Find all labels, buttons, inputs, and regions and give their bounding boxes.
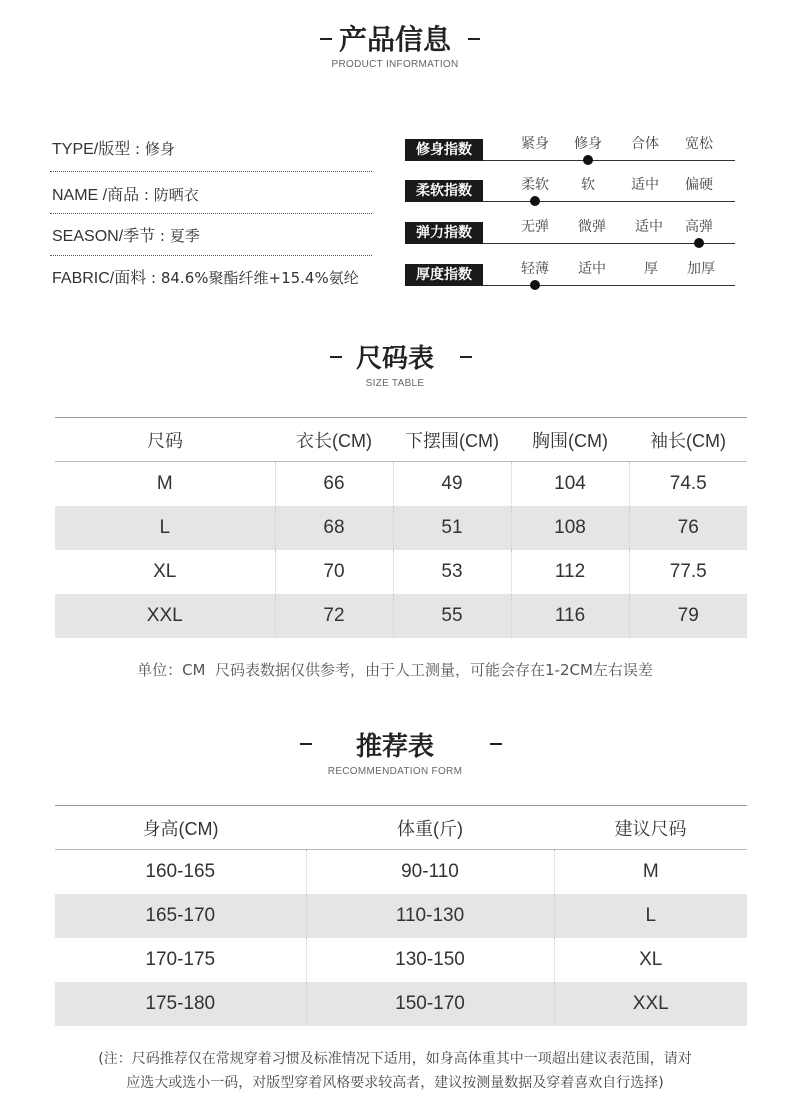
divider — [50, 171, 372, 172]
info-key: TYPE/版型 — [52, 141, 131, 158]
index-label-elasticity: 弹力指数 — [405, 222, 483, 244]
table-cell: XXL — [55, 594, 275, 638]
recommend-table — [55, 805, 747, 1026]
title-dash-right — [468, 38, 480, 40]
table-header-row — [55, 806, 747, 850]
table-row — [55, 594, 747, 638]
index-option: 偏硬 — [685, 177, 713, 193]
index-option: 紧身 — [521, 136, 549, 152]
column-header: 体重(斤) — [306, 806, 554, 850]
size-table-note: 单位：CM 尺码表数据仅供参考，由于人工测量，可能会存在1-2CM左右误差 — [137, 661, 653, 679]
title-dash-right — [490, 743, 502, 745]
table-cell: 108 — [511, 506, 629, 550]
info-sep: : — [130, 140, 145, 158]
index-label-softness: 柔软指数 — [405, 180, 483, 202]
table-row — [55, 506, 747, 550]
column-header: 尺码 — [55, 418, 275, 462]
index-option: 轻薄 — [521, 261, 549, 277]
index-option: 适中 — [635, 219, 663, 235]
index-marker — [694, 238, 704, 248]
divider — [50, 213, 372, 214]
table-cell: 130-150 — [306, 938, 554, 982]
table-cell: 72 — [275, 594, 393, 638]
product-info-title: 产品信息 — [338, 23, 451, 56]
index-scale-line — [483, 201, 735, 202]
size-table — [55, 417, 747, 638]
index-label-thickness: 厚度指数 — [405, 264, 483, 286]
info-row-fabric — [52, 265, 359, 288]
index-option: 柔软 — [521, 177, 549, 193]
table-cell: L — [554, 894, 747, 938]
index-option: 高弹 — [685, 219, 713, 235]
index-option: 合体 — [631, 136, 659, 152]
table-cell: 70 — [275, 550, 393, 594]
info-sep: : — [139, 186, 154, 204]
table-cell: 116 — [511, 594, 629, 638]
title-dash-right — [460, 356, 472, 358]
column-header: 建议尺码 — [554, 806, 747, 850]
index-option: 软 — [581, 177, 595, 193]
info-key: FABRIC/面料 — [52, 270, 147, 287]
index-scale-line — [483, 285, 735, 286]
table-row — [55, 894, 747, 938]
table-cell: M — [554, 850, 747, 895]
table-cell: 53 — [393, 550, 511, 594]
info-value: 夏季 — [169, 227, 200, 245]
table-cell: 77.5 — [629, 550, 747, 594]
index-option: 加厚 — [687, 261, 715, 277]
info-value: 修身 — [144, 140, 175, 158]
footnote-line: (注：尺码推荐仅在常规穿着习惯及标准情况下适用，如身高体重其中一项超出建议表范围，请对 — [98, 1051, 692, 1067]
table-cell: 160-165 — [145, 861, 216, 882]
table-cell: 170-175 — [145, 949, 216, 970]
product-info-subtitle: PRODUCT INFORMATION — [331, 59, 459, 70]
table-cell: 76 — [629, 506, 747, 550]
info-sep: : — [155, 227, 170, 245]
table-cell: M — [156, 473, 173, 494]
column-header: 胸围(CM) — [511, 418, 629, 462]
table-row — [55, 938, 747, 982]
size-table-title: 尺码表 — [355, 344, 434, 374]
info-key: NAME /商品 — [52, 187, 140, 204]
column-header: 袖长(CM) — [629, 418, 747, 462]
table-cell: 150-170 — [306, 982, 554, 1026]
column-header: 下摆围(CM) — [393, 418, 511, 462]
table-cell: 175-180 — [55, 982, 306, 1026]
table-row — [55, 462, 747, 507]
index-marker — [530, 196, 540, 206]
info-value: 84.6%聚酯纤维+15.4%氨纶 — [160, 269, 359, 287]
index-option: 修身 — [574, 136, 602, 152]
table-cell: 165-170 — [55, 894, 306, 938]
table-row — [55, 550, 747, 594]
info-value: 防晒衣 — [153, 186, 199, 204]
index-scale-line — [483, 160, 735, 161]
recommend-table-subtitle: RECOMMENDATION FORM — [327, 766, 463, 777]
table-cell: 112 — [511, 550, 629, 594]
index-marker — [583, 155, 593, 165]
table-cell: 79 — [629, 594, 747, 638]
size-table-subtitle: SIZE TABLE — [365, 378, 425, 389]
footnote-line: 应选大或选小一码，对版型穿着风格要求较高者，建议按测量数据及穿着喜欢自行选择) — [126, 1075, 664, 1091]
table-header-row — [55, 418, 747, 462]
index-option: 无弹 — [521, 219, 549, 235]
column-header: 衣长(CM) — [275, 418, 393, 462]
divider — [50, 255, 372, 256]
table-cell: 55 — [393, 594, 511, 638]
table-cell: 90-110 — [306, 850, 554, 895]
index-marker — [530, 280, 540, 290]
table-row — [55, 850, 747, 895]
index-option: 宽松 — [685, 136, 713, 152]
index-option: 厚 — [644, 261, 658, 277]
table-cell: XL — [554, 938, 747, 982]
table-cell: 51 — [393, 506, 511, 550]
table-cell: XXL — [554, 982, 747, 1026]
info-row-name — [52, 182, 199, 205]
table-cell: 74.5 — [629, 462, 747, 507]
table-cell: 49 — [393, 462, 511, 507]
table-row — [55, 982, 747, 1026]
table-cell: XL — [153, 561, 177, 582]
table-cell: 66 — [275, 462, 393, 507]
table-cell: 104 — [511, 462, 629, 507]
index-label-fit: 修身指数 — [405, 139, 483, 161]
table-cell: 68 — [275, 506, 393, 550]
table-cell: L — [55, 506, 275, 550]
index-option: 适中 — [631, 177, 659, 193]
column-header: 身高(CM) — [55, 806, 306, 850]
recommend-table-title: 推荐表 — [355, 732, 434, 762]
info-key: SEASON/季节 — [52, 228, 156, 245]
info-row-season — [52, 223, 200, 246]
index-option: 适中 — [578, 261, 606, 277]
info-sep: : — [146, 269, 161, 287]
index-option: 微弹 — [578, 219, 606, 235]
table-cell: 110-130 — [306, 894, 554, 938]
recommend-footnote — [40, 1047, 750, 1095]
info-row-type — [52, 136, 175, 159]
